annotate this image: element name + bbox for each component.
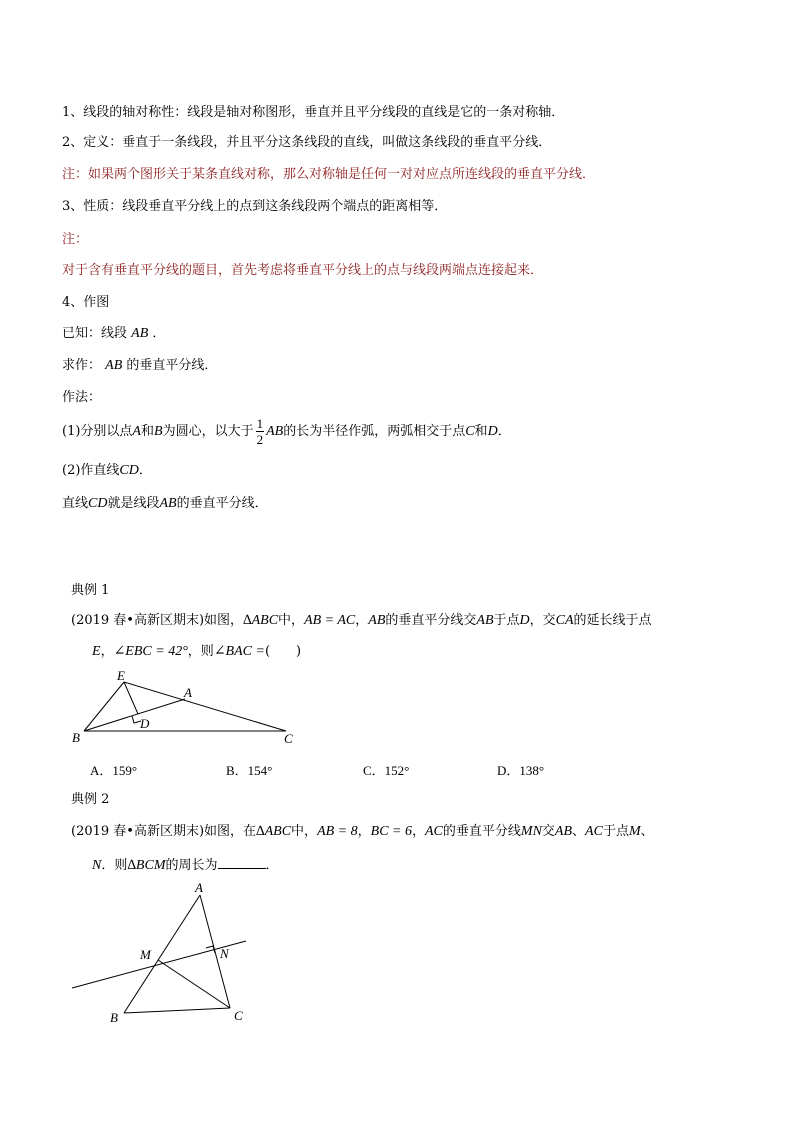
ex1-text-i: ，则	[187, 644, 214, 659]
ex1-segment-ca: CA	[555, 613, 574, 628]
known-end: ．	[152, 326, 166, 341]
label-m: M	[140, 947, 151, 962]
ex1-segment-ab2: AB	[476, 613, 494, 628]
known-prefix: 已知：线段	[62, 326, 128, 341]
step1-segment: AB	[266, 424, 284, 439]
step2-end: ．	[138, 463, 152, 478]
ex2-text-d: ，	[411, 824, 425, 839]
ex2-text-e: 的垂直平分线	[442, 824, 521, 839]
step2-line: CD	[119, 463, 139, 478]
ex2-text-i: 、	[640, 824, 654, 839]
known-segment: AB	[131, 326, 149, 341]
ex1-answer-paren: ( )	[264, 644, 302, 659]
step1-point-b: B	[154, 424, 163, 439]
label-a: A	[195, 880, 203, 895]
ex2-text-a: (2019 春•高新区期末)如图，在	[71, 824, 257, 839]
ex1-text-h: ，	[100, 644, 114, 659]
step1-text-c: 的长为半径作弧，两弧相交于点	[283, 424, 466, 439]
ex2-text-h: 于点	[602, 824, 629, 839]
label-c: C	[284, 731, 293, 746]
label-e: E	[117, 668, 125, 683]
required-prefix: 求作：	[62, 358, 102, 373]
para-definition: 2、定义：垂直于一条线段，并且平分这条线段的直线，叫做这条线段的垂直平分线．	[62, 135, 552, 150]
para-method: 作法：	[62, 390, 102, 405]
example1-title: 典例 1	[71, 583, 110, 598]
ex1-text-f: ，交	[529, 613, 556, 628]
ex2-text-end: ．	[265, 858, 279, 873]
ex2-segment-ab: AB	[554, 824, 573, 839]
ex2-triangle: ∆ABC	[256, 824, 292, 839]
example1-question-line1	[71, 612, 652, 630]
example2-question-line2	[92, 855, 279, 875]
step1-end: ．	[497, 424, 511, 439]
ex2-ab-length: AB = 8	[317, 824, 358, 839]
ex1-point-d: D	[519, 613, 530, 628]
example2-diagram	[68, 880, 268, 1030]
note-connect-points: 对于含有垂直平分线的题目，首先考虑将垂直平分线上的点与线段两端点连接起来．	[62, 263, 544, 278]
step1-text-b: 为圆心，以大于	[162, 424, 254, 439]
para-step2	[62, 462, 152, 480]
ex1-text-d: 的垂直平分线交	[385, 613, 477, 628]
ex1-text-b: 中，	[278, 613, 305, 628]
ex1-text-g: 的延长线于点	[573, 613, 652, 628]
option-d[interactable]: D．138°	[497, 763, 545, 778]
example2-question-line1	[71, 823, 654, 841]
option-a[interactable]: A．159°	[90, 763, 138, 778]
fraction-numerator: 1	[256, 416, 264, 431]
ex1-equality: AB = AC	[304, 613, 356, 628]
required-segment: AB	[105, 358, 123, 373]
ex1-triangle: ∆ABC	[243, 613, 279, 628]
ex2-text-k: 的周长为	[165, 858, 218, 873]
segment-ab	[124, 895, 200, 1013]
ex1-asked-angle: ∠BAC =	[213, 644, 265, 659]
para-conclusion	[62, 495, 268, 513]
ex2-text-j: ．则	[101, 858, 128, 873]
segment-bc	[124, 1008, 230, 1013]
para-known	[62, 325, 165, 343]
ex2-text-g: 、	[572, 824, 586, 839]
ex1-text-c: ，	[355, 613, 369, 628]
label-n: N	[220, 946, 229, 961]
ex1-given-angle: ∠EBC = 42°	[113, 644, 188, 659]
segment-be	[84, 682, 124, 731]
para-required	[62, 357, 217, 375]
conclusion-a: 直线	[62, 496, 89, 511]
ex2-segment-ac: AC	[425, 824, 443, 839]
label-b: B	[110, 1010, 118, 1025]
step1-point-d: D	[487, 424, 498, 439]
fraction-denominator: 2	[256, 432, 264, 447]
segment-ed	[124, 682, 138, 714]
option-b[interactable]: B．154°	[226, 763, 273, 778]
step1-point-a: A	[132, 424, 141, 439]
example2-title: 典例 2	[71, 792, 110, 807]
conclusion-c: 的垂直平分线．	[176, 496, 268, 511]
step1-and: 和	[140, 424, 154, 439]
label-c: C	[234, 1008, 243, 1023]
ex2-point-m: M	[628, 824, 641, 839]
ex1-segment-ab: AB	[368, 613, 386, 628]
step2-text: (2)作直线	[62, 463, 120, 478]
ex2-line-mn: MN	[520, 824, 542, 839]
answer-blank[interactable]	[218, 855, 266, 869]
conclusion-segment: AB	[159, 496, 177, 511]
ex1-text-e: 于点	[493, 613, 520, 628]
label-a: A	[184, 685, 192, 700]
conclusion-b: 就是线段	[107, 496, 160, 511]
ex2-text-f: 交	[541, 824, 555, 839]
para-property: 3、性质：线段垂直平分线上的点到这条线段两个端点的距离相等．	[62, 199, 448, 214]
ex2-text-b: 中，	[291, 824, 318, 839]
note-symmetry-axis: 注：如果两个图形关于某条直线对称，那么对称轴是任何一对对应点所连线段的垂直平分线．	[62, 167, 596, 182]
label-d: D	[140, 716, 150, 731]
step1-and2: 和	[474, 424, 488, 439]
label-b: B	[72, 730, 80, 745]
conclusion-line: CD	[88, 496, 108, 511]
ex2-segment-ac2: AC	[585, 824, 603, 839]
option-c[interactable]: C．152°	[363, 763, 410, 778]
ex1-text-a: (2019 春•高新区期末)如图，	[71, 613, 244, 628]
para-axis-symmetry: 1、线段的轴对称性：线段是轴对称图形，垂直并且平分线段的直线是它的一条对称轴．	[62, 105, 565, 120]
ex2-point-n: N	[92, 858, 102, 873]
ex2-triangle-bcm: ∆BCM	[127, 858, 166, 873]
segment-ba	[84, 699, 185, 731]
example1-question-line2	[92, 643, 301, 661]
ex2-text-c: ，	[357, 824, 371, 839]
note-label: 注：	[62, 232, 89, 247]
ex2-bc-length: BC = 6	[370, 824, 412, 839]
half-fraction	[256, 416, 265, 447]
required-text: 的垂直平分线．	[126, 358, 218, 373]
para-step1	[62, 414, 511, 450]
step1-point-c: C	[465, 424, 475, 439]
step1-text-a: (1)分别以点	[62, 424, 133, 439]
example1-diagram	[64, 668, 304, 748]
ex1-point-e: E	[92, 644, 101, 659]
para-construction-heading: 4、作图	[62, 295, 110, 310]
